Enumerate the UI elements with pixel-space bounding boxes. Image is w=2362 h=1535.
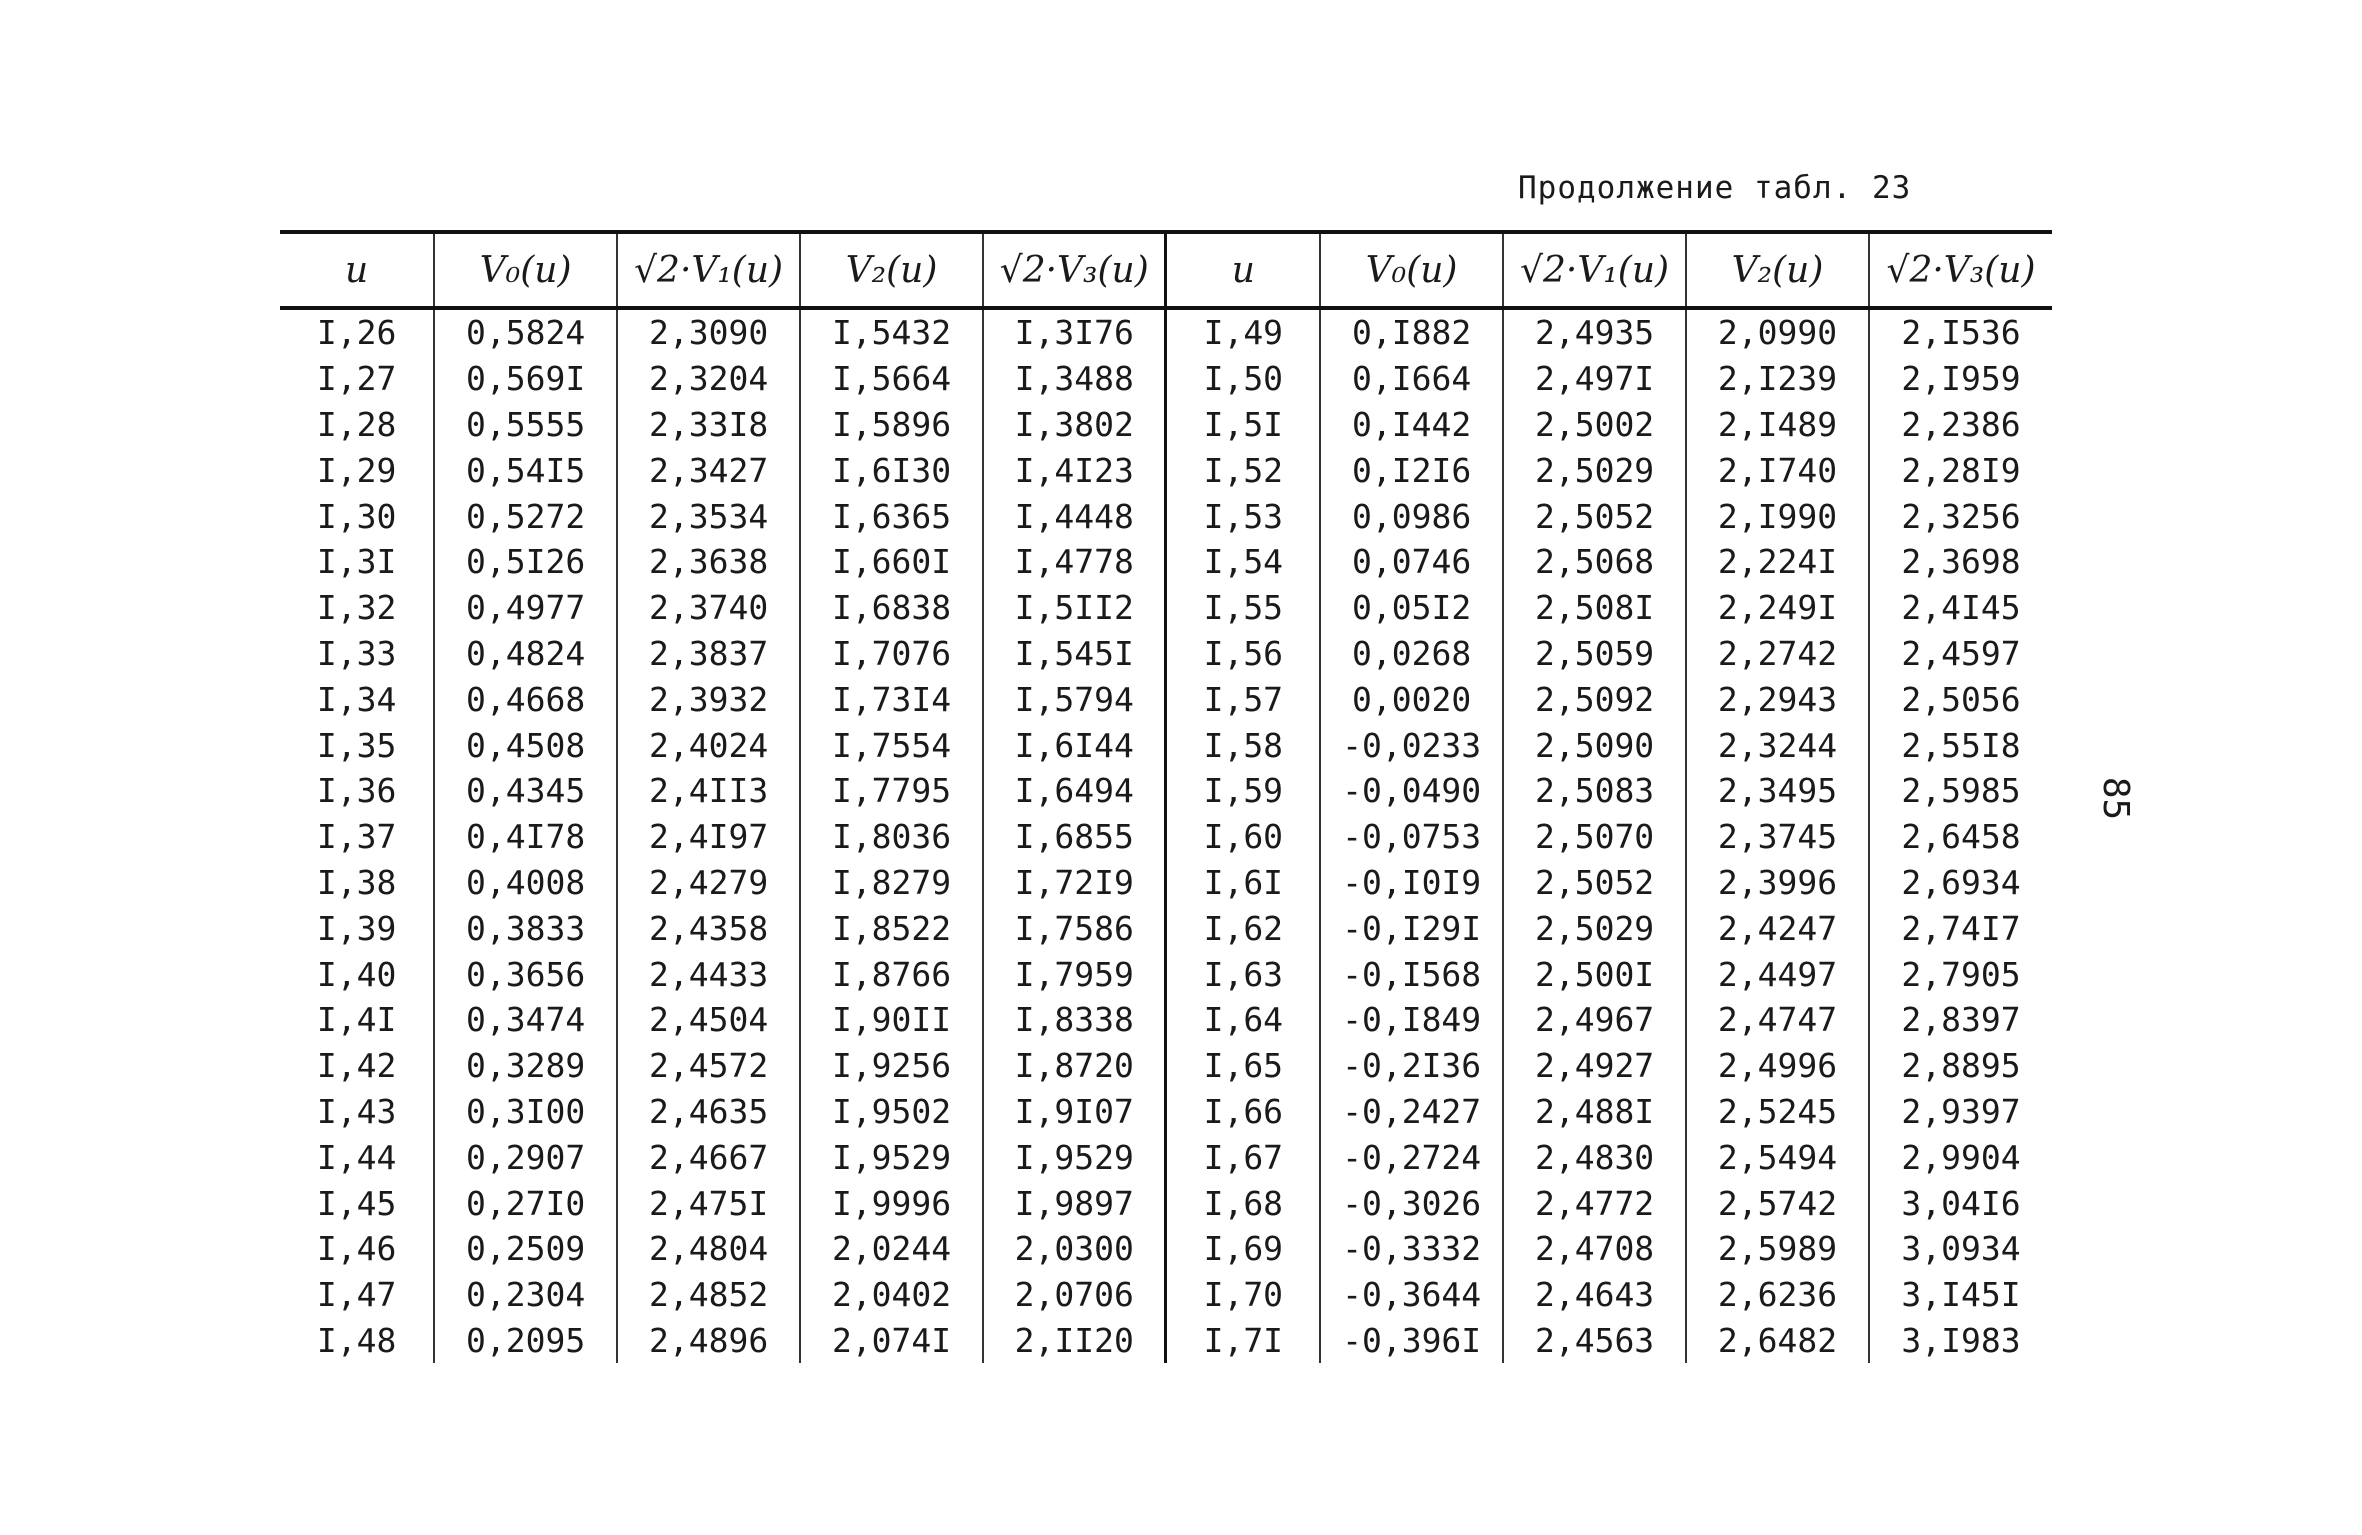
table-cell-v0-left: 0,3474 — [434, 997, 617, 1043]
table-cell-v0-left: 0,4824 — [434, 631, 617, 677]
table-cell-u-left: I,28 — [316, 404, 397, 444]
table-cell-v1-left: 2,3932 — [617, 676, 800, 722]
table-cell-v0-right: -0,3644 — [1320, 1272, 1503, 1318]
table-row — [280, 1134, 2052, 1180]
table-cell-v0-right: -0,I568 — [1320, 951, 1503, 997]
table-cell-v2-right: 2,3244 — [1686, 722, 1869, 768]
table-cell-v1-left: 2,4II3 — [617, 768, 800, 814]
header-cell-v1-left: √2·V₁(u) — [617, 232, 800, 308]
table-row — [280, 997, 2052, 1043]
table-cell-u-right: I,60 — [1166, 814, 1320, 860]
table-cell-v3-left: I,4I23 — [983, 447, 1166, 493]
table-cell-v3-right: 3,I45I — [1869, 1272, 2052, 1318]
table-cell-v2-left: I,7076 — [800, 631, 983, 677]
table-cell-v2-left: I,9502 — [800, 1089, 983, 1135]
table-cell-u-right: I,6I — [1166, 860, 1320, 906]
table-cell-v3-left: I,7959 — [983, 951, 1166, 997]
table-row — [280, 722, 2052, 768]
table-cell-v3-left: I,9529 — [983, 1134, 1166, 1180]
table-cell-v0-right: 0,I2I6 — [1320, 447, 1503, 493]
table-cell-v3-left: I,8720 — [983, 1043, 1166, 1089]
table-cell-u-right: I,49 — [1166, 308, 1320, 356]
table-row — [280, 1089, 2052, 1135]
table-row — [280, 1272, 2052, 1318]
table-cell-u-left: I,38 — [316, 862, 397, 902]
table-cell-v2-left: I,9529 — [800, 1134, 983, 1180]
table-cell-v0-left: 0,5555 — [434, 402, 617, 448]
table-row — [280, 631, 2052, 677]
table-cell-u-right: I,69 — [1166, 1226, 1320, 1272]
table-cell-v3-left: I,5II2 — [983, 585, 1166, 631]
table-cell-v2-left: 2,074I — [800, 1318, 983, 1364]
table-cell-v2-left: I,7795 — [800, 768, 983, 814]
table-cell-v1-right: 2,5090 — [1503, 722, 1686, 768]
table-cell-v1-left: 2,3427 — [617, 447, 800, 493]
table-row — [280, 676, 2052, 722]
table-cell-v2-left: I,5664 — [800, 356, 983, 402]
table-cell-v1-left: 2,4I97 — [617, 814, 800, 860]
table-cell-v0-right: 0,05I2 — [1320, 585, 1503, 631]
table-cell-v0-left: 0,3833 — [434, 905, 617, 951]
table-cell-v1-right: 2,4967 — [1503, 997, 1686, 1043]
header-cell-v0-right: V₀(u) — [1320, 232, 1503, 308]
table-cell-v2-left: I,73I4 — [800, 676, 983, 722]
table-cell-v1-left: 2,475I — [617, 1180, 800, 1226]
table-cell-v3-right: 2,6458 — [1869, 814, 2052, 860]
table-cell-v0-left: 0,4I78 — [434, 814, 617, 860]
header-cell-v2-left: V₂(u) — [800, 232, 983, 308]
table-cell-u-left: I,32 — [316, 588, 397, 628]
table-cell-v0-right: -0,0753 — [1320, 814, 1503, 860]
table-cell-v2-right: 2,4747 — [1686, 997, 1869, 1043]
table-cell-v1-right: 2,4935 — [1503, 308, 1686, 356]
table-cell-v1-left: 2,3534 — [617, 493, 800, 539]
table-cell-v2-left: I,8036 — [800, 814, 983, 860]
table-cell-v3-right: 2,8895 — [1869, 1043, 2052, 1089]
table-cell-v3-left: I,3I76 — [983, 308, 1166, 356]
table-cell-v1-left: 2,3837 — [617, 631, 800, 677]
table-cell-v3-right: 2,9397 — [1869, 1089, 2052, 1135]
table-cell-v0-right: -0,I849 — [1320, 997, 1503, 1043]
table-cell-v0-right: -0,I0I9 — [1320, 860, 1503, 906]
table-row — [280, 814, 2052, 860]
table-cell-v2-right: 2,3745 — [1686, 814, 1869, 860]
table-cell-u-left: I,47 — [316, 1275, 397, 1315]
table-cell-v1-left: 2,4358 — [617, 905, 800, 951]
table-row — [280, 768, 2052, 814]
table-cell-v0-left: 0,3656 — [434, 951, 617, 997]
table-cell-v0-left: 0,4508 — [434, 722, 617, 768]
table-cell-v1-right: 2,4927 — [1503, 1043, 1686, 1089]
table-cell-v0-right: 0,0746 — [1320, 539, 1503, 585]
table-cell-v2-right: 2,4247 — [1686, 905, 1869, 951]
table-row — [280, 951, 2052, 997]
table-cell-v1-left: 2,4667 — [617, 1134, 800, 1180]
table-cell-u-left: I,29 — [316, 450, 397, 490]
table-cell-v3-left: I,6855 — [983, 814, 1166, 860]
table-cell-v3-left: I,9897 — [983, 1180, 1166, 1226]
table-cell-v0-left: 0,2095 — [434, 1318, 617, 1364]
table-row — [280, 1226, 2052, 1272]
table-cell-u-left: I,36 — [316, 771, 397, 811]
table-cell-v0-left: 0,569I — [434, 356, 617, 402]
table-cell-v2-right: 2,I990 — [1686, 493, 1869, 539]
table-cell-v0-left: 0,2509 — [434, 1226, 617, 1272]
table-cell-v0-left: 0,27I0 — [434, 1180, 617, 1226]
table-cell-v3-right: 2,3698 — [1869, 539, 2052, 585]
table-cell-v1-left: 2,3638 — [617, 539, 800, 585]
table-cell-v1-left: 2,4024 — [617, 722, 800, 768]
table-cell-v3-right: 2,8397 — [1869, 997, 2052, 1043]
table-cell-v1-right: 2,5052 — [1503, 493, 1686, 539]
header-cell-u-right: u — [1166, 232, 1320, 308]
table-cell-u-left: I,26 — [316, 313, 397, 353]
table-cell-v0-left: 0,3289 — [434, 1043, 617, 1089]
table-cell-v2-left: I,660I — [800, 539, 983, 585]
table-cell-v3-left: I,4778 — [983, 539, 1166, 585]
table-cell-v2-left: I,9256 — [800, 1043, 983, 1089]
table-cell-v0-right: 0,I442 — [1320, 402, 1503, 448]
table-cell-v0-left: 0,2304 — [434, 1272, 617, 1318]
table-cell-v2-left: I,5432 — [800, 308, 983, 356]
table-cell-v1-right: 2,508I — [1503, 585, 1686, 631]
table-cell-u-left: I,48 — [316, 1320, 397, 1360]
table-cell-v3-left: I,7586 — [983, 905, 1166, 951]
table-row — [280, 447, 2052, 493]
table-cell-v0-right: -0,2427 — [1320, 1089, 1503, 1135]
table-cell-v3-right: 2,9904 — [1869, 1134, 2052, 1180]
table-cell-u-right: I,58 — [1166, 722, 1320, 768]
data-table-container — [280, 230, 2052, 1363]
table-cell-v3-right: 2,6934 — [1869, 860, 2052, 906]
table-cell-v1-right: 2,5002 — [1503, 402, 1686, 448]
table-caption: Продолжение табл. 23 — [1518, 170, 1912, 206]
table-cell-v0-left: 0,4977 — [434, 585, 617, 631]
table-cell-v3-left: I,545I — [983, 631, 1166, 677]
table-cell-v1-right: 2,4830 — [1503, 1134, 1686, 1180]
table-cell-v0-left: 0,5272 — [434, 493, 617, 539]
table-cell-v1-right: 2,5029 — [1503, 905, 1686, 951]
table-cell-u-left: I,44 — [316, 1137, 397, 1177]
table-cell-v2-right: 2,4497 — [1686, 951, 1869, 997]
table-cell-v2-right: 2,I239 — [1686, 356, 1869, 402]
table-cell-v3-right: 2,3256 — [1869, 493, 2052, 539]
table-cell-v3-right: 2,I959 — [1869, 356, 2052, 402]
table-cell-v3-left: I,9I07 — [983, 1089, 1166, 1135]
table-row — [280, 308, 2052, 356]
table-cell-u-right: I,53 — [1166, 493, 1320, 539]
table-cell-v1-right: 2,4772 — [1503, 1180, 1686, 1226]
table-cell-v3-left: I,3488 — [983, 356, 1166, 402]
table-cell-u-left: I,39 — [316, 908, 397, 948]
table-cell-v0-left: 0,4668 — [434, 676, 617, 722]
table-row — [280, 539, 2052, 585]
table-cell-v2-right: 2,5245 — [1686, 1089, 1869, 1135]
table-cell-v2-left: I,8766 — [800, 951, 983, 997]
table-cell-v3-right: 3,04I6 — [1869, 1180, 2052, 1226]
header-row — [280, 232, 2052, 308]
table-cell-u-right: I,70 — [1166, 1272, 1320, 1318]
table-cell-u-left: I,46 — [316, 1229, 397, 1269]
table-cell-u-left: I,27 — [316, 359, 397, 399]
table-cell-v0-left: 0,3I00 — [434, 1089, 617, 1135]
header-cell-v1-right: √2·V₁(u) — [1503, 232, 1686, 308]
table-cell-u-left: I,30 — [316, 496, 397, 536]
table-cell-v1-left: 2,4279 — [617, 860, 800, 906]
table-cell-v0-left: 0,2907 — [434, 1134, 617, 1180]
table-cell-v0-right: 0,I882 — [1320, 308, 1503, 356]
table-cell-v1-right: 2,4563 — [1503, 1318, 1686, 1364]
table-cell-u-right: I,64 — [1166, 997, 1320, 1043]
table-cell-v1-right: 2,5083 — [1503, 768, 1686, 814]
table-cell-v0-right: -0,3026 — [1320, 1180, 1503, 1226]
table-cell-v1-left: 2,4896 — [617, 1318, 800, 1364]
table-cell-v0-right: 0,0268 — [1320, 631, 1503, 677]
table-cell-v2-left: I,8522 — [800, 905, 983, 951]
table-cell-v2-left: 2,0402 — [800, 1272, 983, 1318]
table-cell-u-right: I,5I — [1166, 402, 1320, 448]
table-cell-v1-right: 2,5068 — [1503, 539, 1686, 585]
table-row — [280, 402, 2052, 448]
table-cell-v3-left: I,5794 — [983, 676, 1166, 722]
table-cell-v2-right: 2,2943 — [1686, 676, 1869, 722]
table-cell-v2-right: 2,224I — [1686, 539, 1869, 585]
table-cell-v0-left: 0,5824 — [434, 308, 617, 356]
table-cell-v2-left: I,8279 — [800, 860, 983, 906]
table-row — [280, 1180, 2052, 1226]
table-cell-u-left: I,33 — [316, 633, 397, 673]
header-cell-v3-left: √2·V₃(u) — [983, 232, 1166, 308]
table-cell-v2-right: 2,6236 — [1686, 1272, 1869, 1318]
table-cell-u-right: I,57 — [1166, 676, 1320, 722]
table-cell-v2-left: I,9996 — [800, 1180, 983, 1226]
table-cell-v2-left: I,6I30 — [800, 447, 983, 493]
table-cell-u-right: I,7I — [1166, 1318, 1320, 1364]
table-cell-v3-left: I,4448 — [983, 493, 1166, 539]
table-cell-u-right: I,59 — [1166, 768, 1320, 814]
table-cell-v2-right: 2,0990 — [1686, 308, 1869, 356]
table-cell-v3-left: I,8338 — [983, 997, 1166, 1043]
table-cell-u-left: I,35 — [316, 725, 397, 765]
table-row — [280, 860, 2052, 906]
table-cell-v1-left: 2,3204 — [617, 356, 800, 402]
table-cell-v2-left: I,90II — [800, 997, 983, 1043]
table-row — [280, 1318, 2052, 1364]
table-cell-v1-right: 2,5029 — [1503, 447, 1686, 493]
table-cell-v1-left: 2,4504 — [617, 997, 800, 1043]
table-cell-v3-right: 2,4I45 — [1869, 585, 2052, 631]
table-cell-v1-left: 2,4852 — [617, 1272, 800, 1318]
table-cell-v2-right: 2,4996 — [1686, 1043, 1869, 1089]
table-cell-v1-right: 2,4643 — [1503, 1272, 1686, 1318]
table-cell-u-left: I,40 — [316, 954, 397, 994]
table-cell-v0-right: -0,3332 — [1320, 1226, 1503, 1272]
table-cell-v0-left: 0,54I5 — [434, 447, 617, 493]
table-cell-u-left: I,4I — [316, 1000, 397, 1040]
table-cell-u-right: I,56 — [1166, 631, 1320, 677]
table-cell-v3-right: 3,I983 — [1869, 1318, 2052, 1364]
table-cell-v3-right: 2,7905 — [1869, 951, 2052, 997]
table-cell-v1-left: 2,3740 — [617, 585, 800, 631]
table-cell-v2-right: 2,I489 — [1686, 402, 1869, 448]
table-cell-u-right: I,67 — [1166, 1134, 1320, 1180]
table-cell-v1-right: 2,488I — [1503, 1089, 1686, 1135]
table-cell-v0-right: -0,2I36 — [1320, 1043, 1503, 1089]
table-cell-u-right: I,50 — [1166, 356, 1320, 402]
table-cell-u-left: I,37 — [316, 817, 397, 857]
table-cell-v2-right: 2,3996 — [1686, 860, 1869, 906]
table-cell-v2-right: 2,I740 — [1686, 447, 1869, 493]
table-cell-v1-left: 2,4433 — [617, 951, 800, 997]
header-cell-v3-right: √2·V₃(u) — [1869, 232, 2052, 308]
table-cell-v1-right: 2,5070 — [1503, 814, 1686, 860]
table-cell-v2-right: 2,5494 — [1686, 1134, 1869, 1180]
table-cell-v3-left: 2,0706 — [983, 1272, 1166, 1318]
header-cell-u-left: u — [280, 232, 434, 308]
table-cell-v1-left: 2,33I8 — [617, 402, 800, 448]
table-cell-v2-right: 2,5989 — [1686, 1226, 1869, 1272]
table-cell-v1-right: 2,497I — [1503, 356, 1686, 402]
table-cell-v1-right: 2,500I — [1503, 951, 1686, 997]
table-header — [280, 232, 2052, 308]
table-cell-v1-left: 2,4804 — [617, 1226, 800, 1272]
table-cell-v3-right: 2,2386 — [1869, 402, 2052, 448]
table-cell-v2-right: 2,5742 — [1686, 1180, 1869, 1226]
table-cell-v3-right: 2,74I7 — [1869, 905, 2052, 951]
table-cell-v3-right: 2,55I8 — [1869, 722, 2052, 768]
table-cell-v0-left: 0,4345 — [434, 768, 617, 814]
table-cell-v2-left: I,7554 — [800, 722, 983, 768]
table-row — [280, 1043, 2052, 1089]
table-cell-v1-right: 2,5052 — [1503, 860, 1686, 906]
table-cell-v1-left: 2,4635 — [617, 1089, 800, 1135]
table-cell-v1-right: 2,5092 — [1503, 676, 1686, 722]
table-cell-v3-right: 2,5056 — [1869, 676, 2052, 722]
table-cell-v2-left: I,5896 — [800, 402, 983, 448]
table-cell-v3-left: 2,II20 — [983, 1318, 1166, 1364]
table-cell-u-right: I,68 — [1166, 1180, 1320, 1226]
table-cell-v2-right: 2,2742 — [1686, 631, 1869, 677]
table-cell-v3-left: I,6494 — [983, 768, 1166, 814]
table-cell-u-right: I,63 — [1166, 951, 1320, 997]
table-cell-v2-left: I,6365 — [800, 493, 983, 539]
table-cell-v3-left: I,3802 — [983, 402, 1166, 448]
table-cell-v0-right: -0,396I — [1320, 1318, 1503, 1364]
table-cell-v2-right: 2,6482 — [1686, 1318, 1869, 1364]
table-cell-v0-right: -0,0233 — [1320, 722, 1503, 768]
table-row — [280, 356, 2052, 402]
table-cell-u-right: I,54 — [1166, 539, 1320, 585]
table-cell-v1-left: 2,3090 — [617, 308, 800, 356]
table-cell-u-left: I,45 — [316, 1183, 397, 1223]
table-row — [280, 905, 2052, 951]
table-cell-u-left: I,42 — [316, 1046, 397, 1086]
header-cell-v2-right: V₂(u) — [1686, 232, 1869, 308]
table-cell-v0-right: -0,0490 — [1320, 768, 1503, 814]
table-cell-u-right: I,55 — [1166, 585, 1320, 631]
table-cell-u-right: I,52 — [1166, 447, 1320, 493]
table-cell-v3-left: 2,0300 — [983, 1226, 1166, 1272]
table-row — [280, 585, 2052, 631]
table-body — [280, 308, 2052, 1363]
table-cell-v0-right: -0,2724 — [1320, 1134, 1503, 1180]
table-cell-v0-right: 0,I664 — [1320, 356, 1503, 402]
table-cell-v0-left: 0,4008 — [434, 860, 617, 906]
table-cell-v3-right: 2,5985 — [1869, 768, 2052, 814]
table-row — [280, 493, 2052, 539]
table-cell-v0-right: 0,0986 — [1320, 493, 1503, 539]
table-cell-u-right: I,66 — [1166, 1089, 1320, 1135]
table-cell-v3-right: 3,0934 — [1869, 1226, 2052, 1272]
table-cell-v2-left: I,6838 — [800, 585, 983, 631]
data-table — [280, 230, 2052, 1363]
table-cell-v2-right: 2,249I — [1686, 585, 1869, 631]
table-cell-v3-right: 2,4597 — [1869, 631, 2052, 677]
page-number: 85 — [2095, 776, 2137, 821]
table-cell-v3-right: 2,I536 — [1869, 308, 2052, 356]
table-cell-v0-left: 0,5I26 — [434, 539, 617, 585]
table-cell-u-left: I,3I — [316, 542, 397, 582]
table-cell-v1-right: 2,4708 — [1503, 1226, 1686, 1272]
table-cell-u-left: I,43 — [316, 1091, 397, 1131]
header-cell-v0-left: V₀(u) — [434, 232, 617, 308]
table-cell-v3-right: 2,28I9 — [1869, 447, 2052, 493]
table-cell-u-right: I,62 — [1166, 905, 1320, 951]
table-cell-v1-left: 2,4572 — [617, 1043, 800, 1089]
table-cell-v3-left: I,72I9 — [983, 860, 1166, 906]
table-cell-v0-right: 0,0020 — [1320, 676, 1503, 722]
table-cell-v2-left: 2,0244 — [800, 1226, 983, 1272]
table-cell-v2-right: 2,3495 — [1686, 768, 1869, 814]
table-cell-v0-right: -0,I29I — [1320, 905, 1503, 951]
table-cell-u-right: I,65 — [1166, 1043, 1320, 1089]
table-cell-v1-right: 2,5059 — [1503, 631, 1686, 677]
table-cell-u-left: I,34 — [316, 679, 397, 719]
table-cell-v3-left: I,6I44 — [983, 722, 1166, 768]
